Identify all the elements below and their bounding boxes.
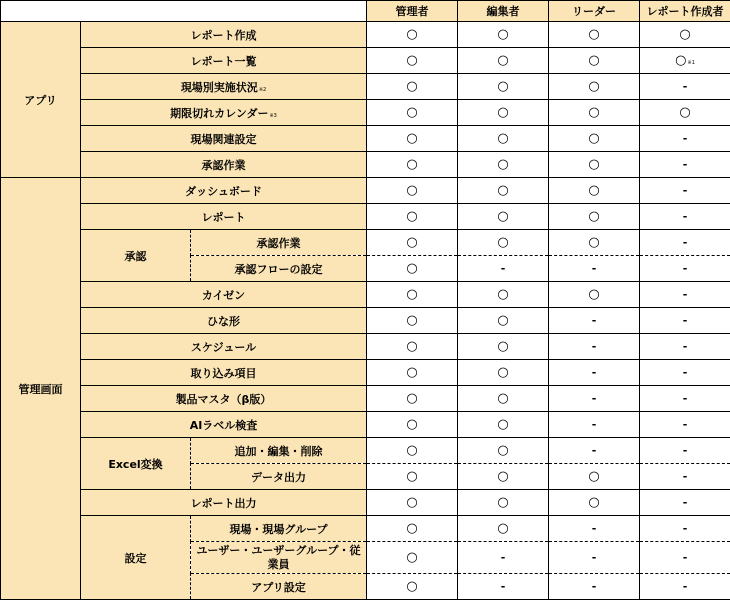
feature-label — [191, 438, 367, 464]
circle-mark: ○ — [406, 53, 418, 68]
permission-cell — [549, 308, 640, 334]
permission-cell — [458, 22, 549, 48]
circle-mark: ○ — [406, 27, 418, 42]
circle-mark: ○ — [497, 495, 509, 510]
circle-mark: ○ — [497, 417, 509, 432]
subgroup-label — [81, 438, 191, 490]
feature-label-text: ひな形 — [207, 314, 240, 328]
permission-cell — [549, 490, 640, 516]
permission-cell — [367, 100, 458, 126]
permission-cell — [458, 334, 549, 360]
table-row — [1, 48, 730, 74]
permission-cell — [458, 230, 549, 256]
circle-mark: ○ — [497, 339, 509, 354]
feature-label — [81, 22, 367, 48]
circle-mark: ○ — [406, 550, 418, 565]
circle-mark: ○ — [497, 183, 509, 198]
permission-cell — [458, 542, 549, 574]
dash-mark: - — [591, 314, 597, 327]
table-row — [1, 230, 730, 256]
circle-mark: ○ — [497, 105, 509, 120]
feature-label-text: レポート — [201, 210, 246, 224]
permission-cell — [458, 574, 549, 600]
dash-mark: - — [591, 392, 597, 405]
circle-mark: ○ — [588, 183, 600, 198]
feature-label-text: 製品マスタ（β版） — [175, 392, 272, 406]
permission-cell — [367, 516, 458, 542]
table-row — [1, 516, 730, 542]
circle-mark: ○ — [406, 365, 418, 380]
feature-label-text: 現場・現場グループ — [229, 522, 328, 536]
feature-label — [81, 100, 367, 126]
permission-cell — [640, 178, 730, 204]
feature-label-text: 承認フローの設定 — [234, 262, 323, 276]
dash-mark: - — [682, 132, 688, 145]
dash-mark: - — [682, 470, 688, 483]
table-row — [1, 386, 730, 412]
permission-cell — [458, 412, 549, 438]
permission-cell — [640, 308, 730, 334]
dash-mark: - — [500, 262, 506, 275]
permission-cell — [640, 48, 730, 74]
circle-mark: ○ — [679, 105, 691, 120]
circle-mark: ○ — [406, 183, 418, 198]
permission-cell — [640, 386, 730, 412]
feature-label-text: 現場関連設定 — [190, 132, 257, 146]
table-row — [1, 152, 730, 178]
feature-label — [81, 282, 367, 308]
permission-cell — [458, 178, 549, 204]
permission-cell — [549, 360, 640, 386]
circle-mark: ○ — [588, 469, 600, 484]
footnote-marker: ※2 — [258, 86, 267, 93]
dash-mark: - — [682, 366, 688, 379]
column-header-editor: 編集者 — [458, 1, 549, 22]
dash-mark: - — [591, 580, 597, 593]
permission-cell — [549, 412, 640, 438]
permission-cell — [549, 152, 640, 178]
column-header-admin: 管理者 — [367, 1, 458, 22]
circle-mark: ○ — [497, 209, 509, 224]
dash-mark: - — [500, 580, 506, 593]
circle-mark: ○ — [497, 365, 509, 380]
permission-cell — [640, 126, 730, 152]
permission-cell — [549, 256, 640, 282]
permission-cell — [549, 230, 640, 256]
table-row — [1, 360, 730, 386]
dash-mark: - — [682, 236, 688, 249]
feature-label-text: カイゼン — [201, 288, 246, 302]
feature-label — [81, 308, 367, 334]
permission-cell — [458, 360, 549, 386]
circle-mark: ○ — [497, 79, 509, 94]
table-row — [1, 204, 730, 230]
circle-mark: ○ — [588, 157, 600, 172]
column-header-report-creator: レポート作成者 — [640, 1, 730, 22]
dash-mark: - — [682, 314, 688, 327]
dash-mark: - — [682, 418, 688, 431]
permission-cell — [367, 178, 458, 204]
feature-label — [191, 516, 367, 542]
dash-mark: - — [591, 522, 597, 535]
permission-cell — [458, 490, 549, 516]
feature-label-text: 現場別実施状況 — [180, 80, 258, 94]
dash-mark: - — [591, 551, 597, 564]
circle-mark: ○ — [497, 131, 509, 146]
dash-mark: - — [682, 184, 688, 197]
permission-cell — [640, 412, 730, 438]
footnote-marker: ※1 — [687, 60, 695, 66]
permission-cell — [549, 438, 640, 464]
feature-label — [81, 386, 367, 412]
circle-mark: ○ — [406, 521, 418, 536]
circle-mark: ○ — [588, 495, 600, 510]
permission-cell — [458, 308, 549, 334]
feature-label-text: 取り込み項目 — [190, 366, 257, 380]
circle-mark: ○ — [588, 105, 600, 120]
dash-mark: - — [591, 366, 597, 379]
dash-mark: - — [591, 340, 597, 353]
circle-mark: ○ — [406, 495, 418, 510]
table-body — [1, 22, 730, 600]
feature-label-text: データ出力 — [251, 470, 306, 484]
permission-cell — [367, 360, 458, 386]
dash-mark: - — [682, 496, 688, 509]
dash-mark: - — [682, 392, 688, 405]
permission-cell — [640, 438, 730, 464]
feature-label — [81, 334, 367, 360]
permission-cell — [367, 386, 458, 412]
feature-label-text: AIラベル検査 — [189, 418, 258, 432]
feature-label-text: 承認作業 — [256, 236, 301, 250]
permission-cell — [549, 282, 640, 308]
permission-cell — [640, 360, 730, 386]
feature-label-text: レポート出力 — [190, 496, 257, 510]
dash-mark: - — [682, 210, 688, 223]
dash-mark: - — [591, 418, 597, 431]
feature-label — [81, 204, 367, 230]
permission-cell — [549, 126, 640, 152]
table-row — [1, 334, 730, 360]
feature-label-text: 承認作業 — [201, 158, 246, 172]
permission-cell — [640, 464, 730, 490]
circle-mark: ○ — [588, 27, 600, 42]
subgroup-label-text: 設定 — [124, 551, 147, 565]
permission-cell — [367, 412, 458, 438]
permission-cell — [367, 48, 458, 74]
permission-cell — [458, 282, 549, 308]
feature-label-text: レポート作成 — [190, 28, 257, 42]
table-row — [1, 438, 730, 464]
permission-cell — [640, 230, 730, 256]
feature-label-text: スケジュール — [190, 340, 257, 354]
permission-cell — [549, 204, 640, 230]
permission-cell — [458, 152, 549, 178]
feature-label — [81, 48, 367, 74]
permission-cell — [549, 574, 640, 600]
permission-cell — [640, 74, 730, 100]
circle-mark: ○ — [406, 105, 418, 120]
permission-cell — [367, 574, 458, 600]
group-label — [1, 22, 81, 178]
group-label-text: アプリ — [24, 93, 57, 107]
circle-mark: ○ — [497, 521, 509, 536]
permission-cell — [549, 74, 640, 100]
circle-mark: ○ — [406, 157, 418, 172]
feature-label — [191, 230, 367, 256]
table-row — [1, 74, 730, 100]
permission-cell — [458, 204, 549, 230]
permission-cell — [640, 282, 730, 308]
dash-mark: - — [682, 80, 688, 93]
circle-mark: ○ — [406, 417, 418, 432]
permission-cell — [367, 22, 458, 48]
column-header-leader: リーダー — [549, 1, 640, 22]
permission-cell — [458, 256, 549, 282]
dash-mark: - — [682, 522, 688, 535]
circle-mark: ○ — [588, 79, 600, 94]
feature-label — [81, 412, 367, 438]
table-row — [1, 126, 730, 152]
feature-label — [191, 256, 367, 282]
table-row — [1, 282, 730, 308]
dash-mark: - — [682, 444, 688, 457]
permission-cell — [640, 100, 730, 126]
permission-cell — [367, 282, 458, 308]
circle-mark: ○ — [497, 443, 509, 458]
permission-cell — [549, 178, 640, 204]
table-row — [1, 308, 730, 334]
header-corner — [1, 1, 367, 22]
feature-label — [81, 126, 367, 152]
circle-mark: ○ — [497, 157, 509, 172]
permission-cell — [367, 74, 458, 100]
feature-label-text: 期限切れカレンダー — [170, 106, 269, 120]
permission-cell — [367, 126, 458, 152]
table-row — [1, 22, 730, 48]
circle-mark: ○ — [588, 287, 600, 302]
permission-cell — [367, 334, 458, 360]
circle-mark: ○ — [406, 469, 418, 484]
subgroup-label-text: Excel変換 — [108, 457, 163, 471]
permission-cell — [640, 542, 730, 574]
permission-cell — [367, 256, 458, 282]
circle-mark: ○ — [588, 131, 600, 146]
table-row — [1, 490, 730, 516]
circle-mark: ○ — [497, 287, 509, 302]
subgroup-label-text: 承認 — [124, 249, 147, 263]
circle-mark: ○ — [406, 579, 418, 594]
permission-cell — [549, 334, 640, 360]
permission-cell — [458, 48, 549, 74]
circle-mark: ○ — [497, 313, 509, 328]
table-row — [1, 100, 730, 126]
feature-label — [191, 464, 367, 490]
circle-mark: ○ — [406, 287, 418, 302]
feature-label — [81, 490, 367, 516]
circle-mark: ○ — [406, 313, 418, 328]
permission-cell — [549, 542, 640, 574]
permission-cell — [367, 542, 458, 574]
dash-mark: - — [682, 340, 688, 353]
permission-cell — [367, 204, 458, 230]
circle-mark: ○ — [679, 27, 691, 42]
header-row — [1, 1, 730, 22]
permission-cell — [458, 464, 549, 490]
permission-cell — [549, 386, 640, 412]
feature-label-text: レポート一覧 — [190, 54, 257, 68]
permission-cell — [458, 74, 549, 100]
circle-mark: ○ — [406, 209, 418, 224]
permission-cell — [640, 334, 730, 360]
feature-label — [81, 74, 367, 100]
feature-label — [191, 574, 367, 600]
feature-label — [81, 360, 367, 386]
circle-mark: ○ — [675, 53, 687, 68]
circle-mark: ○ — [497, 469, 509, 484]
permission-cell — [549, 516, 640, 542]
circle-mark: ○ — [497, 391, 509, 406]
dash-mark: - — [591, 262, 597, 275]
permission-cell — [640, 22, 730, 48]
permission-cell — [367, 308, 458, 334]
circle-mark: ○ — [406, 131, 418, 146]
permission-cell — [549, 22, 640, 48]
permission-cell — [367, 490, 458, 516]
dash-mark: - — [682, 158, 688, 171]
circle-mark: ○ — [406, 443, 418, 458]
feature-label-text: 追加・編集・削除 — [234, 444, 323, 458]
group-label-text: 管理画面 — [18, 382, 63, 396]
permission-cell — [367, 152, 458, 178]
feature-label — [191, 542, 367, 574]
permission-cell — [367, 438, 458, 464]
table-row — [1, 412, 730, 438]
feature-label-text: アプリ設定 — [251, 580, 306, 594]
permission-cell — [640, 256, 730, 282]
feature-label-text: ダッシュボード — [185, 184, 262, 198]
permission-cell — [640, 204, 730, 230]
permission-cell — [549, 48, 640, 74]
permission-cell — [549, 100, 640, 126]
permission-cell — [367, 464, 458, 490]
subgroup-label — [81, 230, 191, 282]
dash-mark: - — [591, 444, 597, 457]
group-label — [1, 178, 81, 600]
permission-cell — [640, 516, 730, 542]
permission-cell — [367, 230, 458, 256]
permission-cell — [458, 516, 549, 542]
footnote-marker: ※3 — [269, 112, 277, 119]
permission-cell — [458, 126, 549, 152]
permission-cell — [640, 574, 730, 600]
feature-label — [81, 178, 367, 204]
circle-mark: ○ — [588, 235, 600, 250]
table-row — [1, 178, 730, 204]
feature-label-text: ユーザー・ユーザーグループ・従業員 — [196, 543, 361, 571]
circle-mark: ○ — [406, 235, 418, 250]
permission-cell — [549, 464, 640, 490]
permission-cell — [640, 490, 730, 516]
circle-mark: ○ — [406, 339, 418, 354]
dash-mark: - — [682, 551, 688, 564]
circle-mark: ○ — [406, 261, 418, 276]
circle-mark: ○ — [406, 79, 418, 94]
circle-mark: ○ — [406, 391, 418, 406]
circle-mark: ○ — [588, 209, 600, 224]
circle-mark: ○ — [588, 53, 600, 68]
circle-mark: ○ — [497, 27, 509, 42]
circle-mark: ○ — [497, 53, 509, 68]
dash-mark: - — [682, 580, 688, 593]
permission-cell — [458, 100, 549, 126]
permission-cell — [458, 438, 549, 464]
circle-mark: ○ — [497, 235, 509, 250]
subgroup-label — [81, 516, 191, 600]
feature-label — [81, 152, 367, 178]
permission-cell — [640, 152, 730, 178]
dash-mark: - — [682, 262, 688, 275]
dash-mark: - — [500, 551, 506, 564]
permission-cell — [458, 386, 549, 412]
dash-mark: - — [682, 288, 688, 301]
